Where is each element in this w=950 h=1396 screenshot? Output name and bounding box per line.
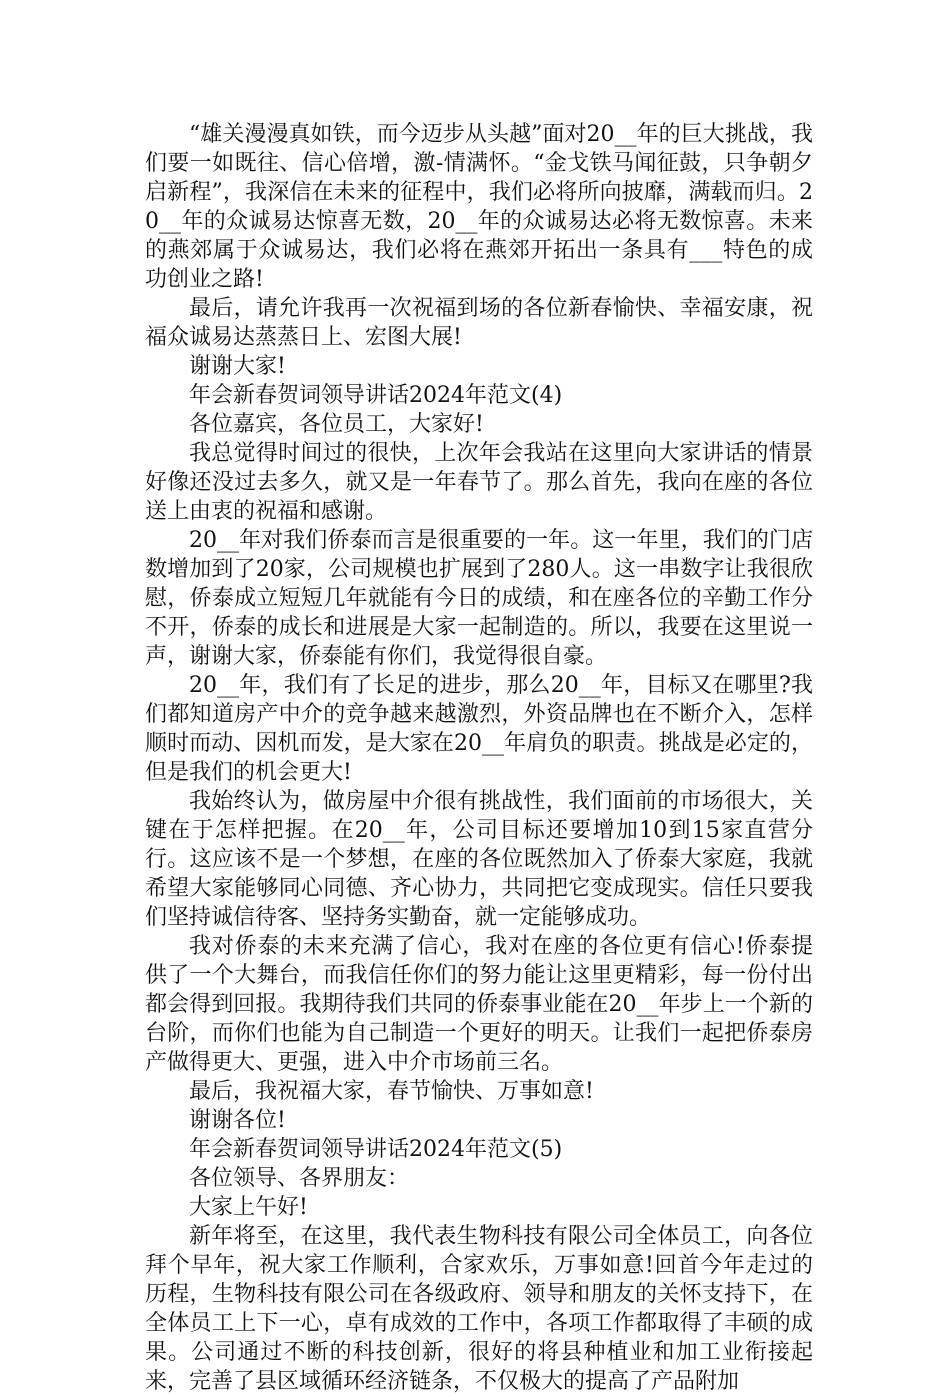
greeting-5-audience: 各位领导、各界朋友： xyxy=(189,1166,410,1191)
document-page xyxy=(145,120,813,1396)
paragraph-4-3: 20__年，我们有了长足的进步，那么20__年，目标又在哪里?我们都知道房产中介的竞争越来越激烈，外资品牌也在不断介入，怎样顺时而动、因机而发，是大家在20__年肩负的职责。挑战是必定的，但是我们的机会更大! xyxy=(145,673,813,785)
paragraph-4-5: 我对侨泰的未来充满了信心，我对在座的各位更有信心!侨泰提供了一个大舞台，而我信任你们的努力能让这里更精彩，每一份付出都会得到回报。我期待我们共同的侨泰事业能在20__年步上一个新的台阶，而你们也能为自己制造一个更好的明天。让我们一起把侨泰房产做得更大、更强，进入中介市场前三名。 xyxy=(145,934,813,1075)
paragraph-4-wishes: 最后，我祝福大家，春节愉快、万事如意! xyxy=(189,1079,594,1104)
paragraph-closing-speech-3: “雄关漫漫真如铁，而今迈步从头越”面对20__年的巨大挑战，我们要一如既往、信心倍增，激-情满怀。“金戈铁马闻征鼓，只争朝夕启新程”，我深信在未来的征程中，我们必将所向披靡，满载而归。20__年的众诚易达惊喜无数，20__年的众诚易达必将无数惊喜。未来的燕郊属于众诚易达，我们必将在燕郊开拓出一条具有___特色的成功创业之路! xyxy=(145,122,813,292)
paragraph-5-1: 新年将至，在这里，我代表生物科技有限公司全体员工，向各位拜个早年，祝大家工作顺利，合家欢乐，万事如意!回首今年走过的历程，生物科技有限公司在各级政府、领导和朋友的关怀支持下，在全体员工上下一心，卓有成效的工作中，各项工作都取得了丰硕的成果。公司通过不断的科技创新，很好的将县种植业和加工业衔接起来，完善了县区域循环经济链条，不仅极大的提高了产品附加 xyxy=(145,1224,813,1394)
paragraph-4-4: 我始终认为，做房屋中介很有挑战性，我们面前的市场很大，关键在于怎样把握。在20__年，公司目标还要增加10到15家直营分行。这应该不是一个梦想，在座的各位既然加入了侨泰大家庭，我就希望大家能够同心同德、齐心协力，共同把它变成现实。信任只要我们坚持诚信待客、坚持务实勤奋，就一定能够成功。 xyxy=(145,789,813,930)
paragraph-4-2: 20__年对我们侨泰而言是很重要的一年。这一年里，我们的门店数增加到了20家，公司规模也扩展到了280人。这一串数字让我很欣慰，侨泰成立短短几年就能有今日的成绩，和在座各位的辛勤工作分不开，侨泰的成长和进展是大家一起制造的。所以，我要在这里说一声，谢谢大家，侨泰能有你们，我觉得很自豪。 xyxy=(145,528,813,669)
greeting-5-morning: 大家上午好! xyxy=(189,1195,308,1220)
section-title-5: 年会新春贺词领导讲话2024年范文(5) xyxy=(189,1137,563,1162)
paragraph-4-1: 我总觉得时间过的很快，上次年会我站在这里向大家讲话的情景好像还没过去多久，就又是一年春节了。那么首先，我向在座的各位送上由衷的祝福和感谢。 xyxy=(145,441,813,524)
greeting-4: 各位嘉宾，各位员工，大家好! xyxy=(189,412,484,437)
paragraph-thanks-3: 谢谢大家! xyxy=(189,354,286,379)
section-title-4: 年会新春贺词领导讲话2024年范文(4) xyxy=(189,383,563,408)
paragraph-4-thanks: 谢谢各位! xyxy=(189,1108,286,1133)
paragraph-final-wishes-3: 最后，请允许我再一次祝福到场的各位新春愉快、幸福安康，祝福众诚易达蒸蒸日上、宏图大展! xyxy=(145,296,813,350)
